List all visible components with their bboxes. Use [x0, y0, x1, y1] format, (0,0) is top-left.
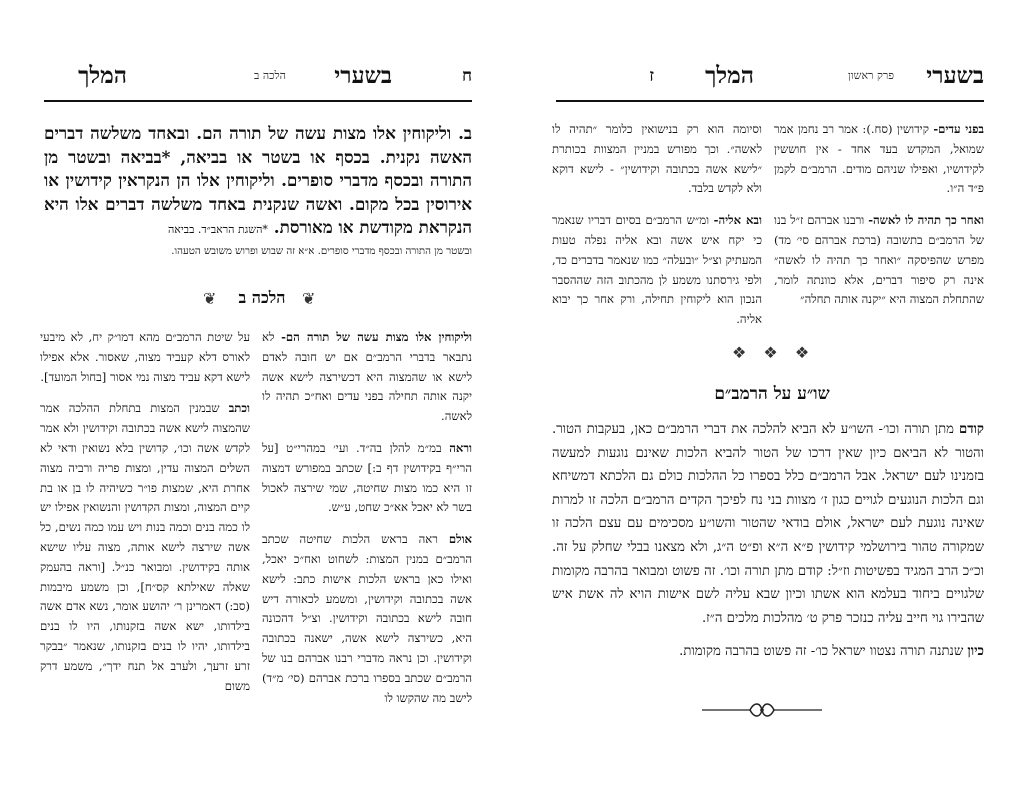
right-page-header: [552, 62, 984, 92]
halacha-letter: ב.: [458, 123, 472, 143]
header-title-right: בשערי: [926, 62, 984, 89]
notes-right-column: [774, 120, 984, 322]
body-paragraph: קודם מתן תורה וכו׳- השו״ע לא הביא להלכה את דברי הרמב״ם כאן, בעקבות הטור. והטור לא הביאם כיון שאין דרכו של הטור להביא הלכות שאינם נוגעות למעשה בזמנינו לעם ישראל. אבל הרמב״ם כלל בספרו כל ההלכות כולם גם הלכתא דמשיחא וגם הלכות הנוגעים לגויים כגון ז׳ מצוות בני נח לפיכך הקדים הרמב״ם הלכה זו למרות שאינה נוגעת לעם ישראל, אולם בודאי שהטור והשו״ע מסכימים עם עצם הלכה זו שמקורה טהור בירושלמי קידושין פ״א ה״א ופ״ט ה״ג, ולא מצאנו בבלי שחלק על זה. וכ״כ הרב המגיד בפשיטות וז״ל: קודם מתן תורה וכו׳. זה פשוט ומבואר בהרבה מקומות שלגויים ביחוד בעלמא הוא אשתו וכיון שבא עליה לשם אישות הויא לה אשת איש שהבירו גוי חייב עליה כנזכר פרק ט׳ מהלכות מלכים ה״ז.: [552, 422, 984, 626]
header-rule: [44, 100, 472, 102]
subsection-heading: הלכה ב: [238, 288, 286, 307]
notes-left-column: [552, 120, 762, 342]
commentary-paragraph: וליקוחין אלו מצות עשה של תורה הם- לא נתבאר בדברי הרמב״ם אם יש חובה לאדם לישא או שהמצוה היא דכשירצה לישא אשה יקנה אותה תחילה בפני עדים ואח״כ תהיה לו לאשה.: [262, 330, 472, 424]
ornament-left-icon: ❦: [203, 289, 217, 308]
shulchan-aruch-text: [552, 418, 984, 674]
header-page-letter: ז: [649, 66, 654, 86]
raavad-gloss-start: *השגת הראב״ד. בביאה: [167, 223, 268, 236]
note-paragraph: ואחר כך תהיה לו לאשה- ורבנו אברהם ז״ל בנו של הרמב״ם בתשובה (ברכת אברהם סי׳ מד) מפרש שהפיסקה ״ואחר כך תהיה לו לאשה״ אינה רק סיפור דברים, אלא כוונתה לומר, שהתחלת המצוה היא ״יקנה אותה תחלה״: [774, 213, 984, 307]
main-halacha-text: [44, 122, 472, 242]
header-section: הלכה ב: [254, 69, 286, 82]
header-rule: [556, 100, 984, 102]
commentary-left-column: [40, 328, 250, 708]
commentary-paragraph: וכתב שבמנין המצות בתחלת ההלכה אמר שהמצוה לישא אשה בכתובה וקידושין ולא אמר לקדש אשה וכו׳, קדושין בלא נשואין ודאי לא השלים המצוה עדין, ומצות פריה ורביה מצוה אחרת היא, שמצות פו״ר כשיהיה לו בן או בת קיים המצוה, ומצות הקדושין והנשואין אפילו יש לו כמה בנים וכמה בנות ויש עמו כמה נשים, כל אשה שירצה לישא אותה, מצוה עליו שישא אותה בקידושין. ומבואר כנ״ל. [וראה בהעמק שאלה שאילתא קס״ח], וכן משמע מיבמות (סב:) דאמרינן ר׳ יהושע אומר, נשא אדם אשה בילדותו, ישא אשה בזקנותו, היו לו בנים בילדותו, יהיו לו בנים בזקנותו, שנאמר ״בבקר זרע זרעך, ולערב אל תנח ידך״, משמע דרק משום: [40, 401, 250, 693]
header-title-left: המלך: [705, 62, 754, 89]
left-page-header: [40, 62, 472, 92]
end-flourish-icon: [702, 700, 822, 720]
section-heading: שו״ע על הרמב״ם: [714, 384, 830, 404]
commentary-paragraph: על שיטת הרמב״ם מהא דמו״ק יח, לא מיבעי לאורס דלא קעביד מצוה, שאסור. אלא אפילו לישא דקא עביד מצוה נמי אסור [בחול המועד].: [40, 330, 250, 384]
raavad-gloss-line: ובשטר מן התורה ובכסף מדברי סופרים. א״א זה שבוש ופרוש משובש הטעהו.: [171, 246, 472, 257]
commentary-paragraph: אולם ראה בראש הלכות שחיטה שכתב הרמב״ם במנין המצות: לשחוט ואח״כ יאכל, ואילו כאן בראש הלכות אישות כתב: לישא אשה בכתובה וקידושין, ומשמע לכאורה דיש חובה לישא בכתובה וקידושין. וצ״ל דהכונה היא, כשירצה לישא אשה, ישאנה בכתובה וקידושין. וכן נראה מדברי רבנו אברהם בנו של הרמב״ם שכתב בספרו ברכת אברהם (סי׳ מ״ד) לישב מה שהקשו לו: [262, 532, 472, 705]
commentary-right-column: [262, 328, 472, 720]
halacha-body: וליקוחין אלו מצות עשה של תורה הם. ובאחד משלשה דברים האשה נקנית. בכסף או בשטר או בביאה, *בביאה ובשטר מן התורה ובכסף מדברי סופרים. וליקוחין אלו הן הנקראין קידושין או אירוסין בכל מקום. ואשה שנקנית באחד משלשה דברים אלו היא הנקראת מקודשת או מאורסת.: [44, 123, 472, 237]
note-paragraph: וסיומה הוא רק בנישואין כלומר ״תהיה לו לאשה״. וכך מפורש במניין המצוות בכותרת ״לישא אשה בכתובה וקידושין״ - לישא דוקא ולא לקדש בלבד.: [552, 122, 762, 196]
commentary-paragraph: וראה במ״מ להלן בה״ד. ועי׳ במהרי״ט [על הרי״ף בקידושין דף ב:] שכתב במפורש דמצוה זו היא כמו מצות שחיטה, שמי שירצה לאכול בשר לא יאכל אא״כ שחט, ע״ש.: [262, 440, 472, 515]
body-paragraph: כיון שנתנה תורה נצטוו ישראל כו׳- זה פשוט בהרבה מקומות.: [679, 644, 984, 660]
header-page-letter: ח: [461, 66, 472, 86]
header-title-left: המלך: [78, 62, 127, 89]
note-paragraph: ובא אליה- ומ״ש הרמב״ם בסיום דבריו שנאמר כי יקח איש אשה ובא אליה נפלה טעות המעתיק וצ״ל ״ובעלה״ כמו שנאמר בדברים כד, ולפי גירסתנו משמע לן מהכתוב הזה שההסבר הנכון הוא ליקוחין תחילה, ורק אחר כך יבוא אליה.: [552, 213, 762, 327]
diamond-ornament-icon: ❖ ❖ ❖: [732, 343, 816, 362]
header-section: פרק ראשון: [848, 69, 894, 82]
note-paragraph: בפני עדים- קידושין (סח.): אמר רב נחמן אמר שמואל, המקדש בעד אחד - אין חוששין לקידושיו, ואפילו שניהם מודים. הרמב״ם לקמן פ״ד ה״ו.: [774, 122, 984, 196]
header-title-right: בשערי: [334, 62, 392, 89]
right-page: [512, 0, 1024, 788]
ornament-right-icon: ❦: [302, 289, 316, 308]
